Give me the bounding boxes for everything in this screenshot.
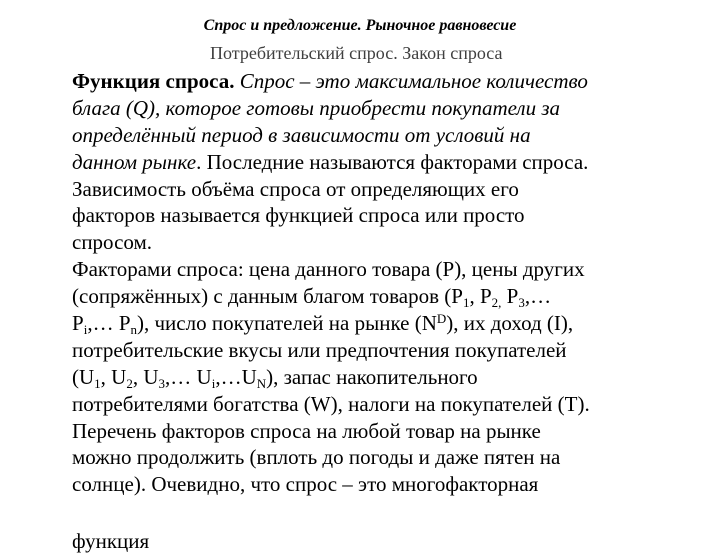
body-line-12 <box>72 364 702 391</box>
body-line-17-cutoff: функция <box>72 529 150 553</box>
text-segment: (U <box>72 364 95 389</box>
body-line-16: солнце). Очевидно, что спрос – это многофакторная <box>72 472 539 497</box>
subscript: 2 <box>126 375 133 391</box>
text-segment: , P <box>469 284 492 309</box>
text-segment: ,… <box>524 284 552 309</box>
body-text <box>72 68 702 498</box>
body-line-4-rest: . Последние называются факторами спроса. <box>196 149 589 174</box>
text-segment: P <box>501 284 519 309</box>
body-line-14: Перечень факторов спроса на любой товар на рынке <box>72 418 541 443</box>
body-line-4 <box>72 149 702 176</box>
text-segment: ,…U <box>215 364 257 389</box>
body-line-6: факторов называется функцией спроса или просто <box>72 203 525 228</box>
text-segment: ), запас накопительного <box>266 364 478 389</box>
body-line-8: Факторами спроса: цена данного товара (P), цены других <box>72 257 585 282</box>
text-segment: , U <box>100 364 127 389</box>
subscript: 3 <box>518 295 525 311</box>
body-line-9 <box>72 283 702 310</box>
body-line-13: потребителями богатства (W), налоги на покупателей (T). <box>72 391 590 416</box>
body-line-2: блага (Q), которое готовы приобрести покупатели за <box>72 95 561 120</box>
term-label: Функция спроса. <box>72 69 235 93</box>
body-line-1 <box>72 68 702 95</box>
body-line-11: потребительские вкусы или предпочтения покупателей <box>72 337 567 362</box>
slide-header: Спрос и предложение. Рыночное равновесие <box>203 17 517 34</box>
body-line-5: Зависимость объёма спроса от определяющих его <box>72 176 519 201</box>
subscript: i <box>83 322 88 338</box>
body-line-10 <box>72 310 702 337</box>
body-line-3: определённый период в зависимости от условий на <box>72 122 531 147</box>
body-line-15: можно продолжить (вплоть до погоды и даже пятен на <box>72 445 561 470</box>
subscript: 3 <box>158 375 166 391</box>
subscript: 1 <box>462 295 470 311</box>
definition-part-1: Спрос – это максимальное количество <box>234 69 588 93</box>
text-segment: , U <box>132 364 159 389</box>
subscript: 1 <box>94 375 101 391</box>
subscript: 2, <box>491 295 502 311</box>
text-segment: ,… P <box>87 311 131 336</box>
text-segment: ), их доход (I), <box>446 311 574 336</box>
text-segment: (сопряжённых) с данным благом товаров (P <box>72 284 463 309</box>
body-line-7: спросом. <box>72 230 153 255</box>
slide-subtitle: Потребительский спрос. Закон спроса <box>210 43 503 63</box>
text-segment: P <box>72 311 84 336</box>
subscript: n <box>130 322 137 338</box>
text-segment: ), число покупателей на рынке (N <box>137 311 437 336</box>
text-segment: ,… U <box>165 364 212 389</box>
subscript: N <box>256 375 267 391</box>
definition-part-4: данном рынке <box>72 149 197 174</box>
subscript: i <box>211 375 216 391</box>
superscript: D <box>436 311 447 327</box>
